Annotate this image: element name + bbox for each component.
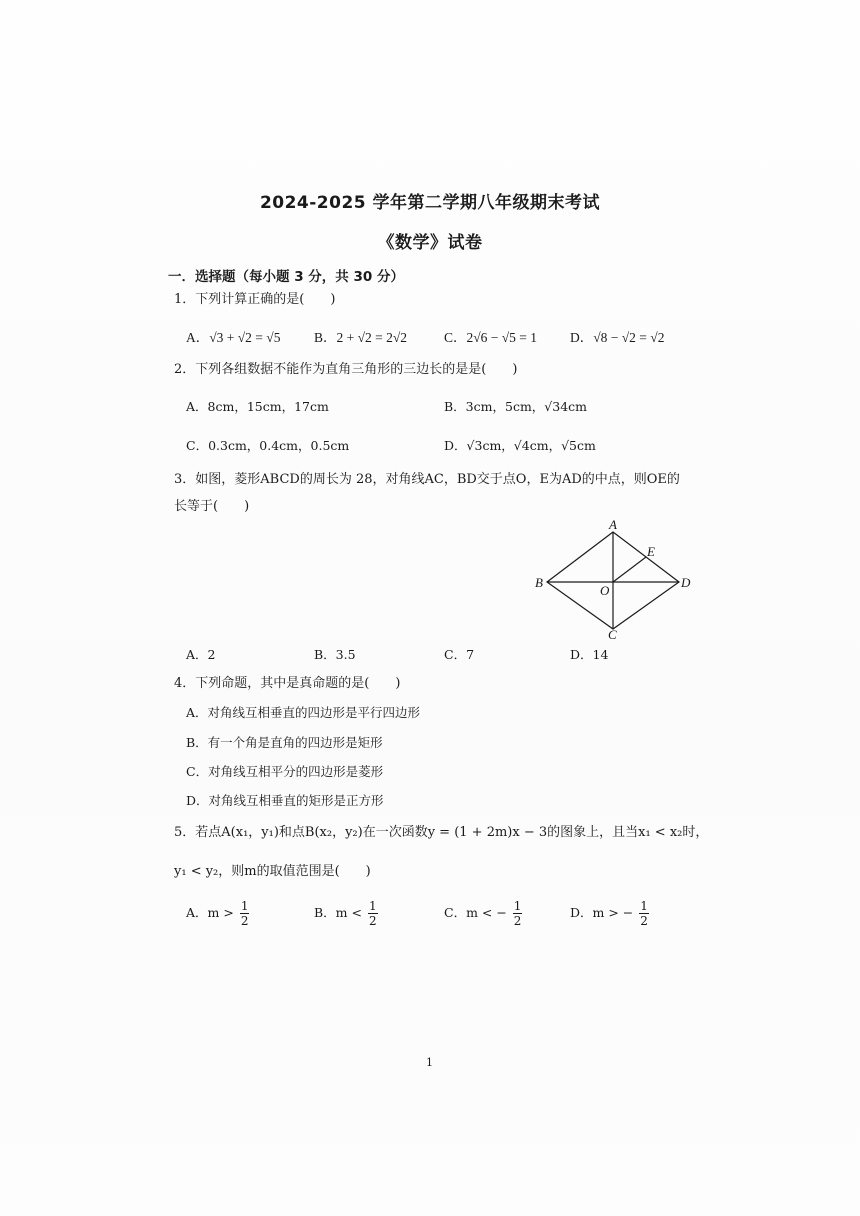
question-2-option-b: B．3cm，5cm，√34cm [444, 399, 588, 414]
question-2-option-c: C．0.3cm，0.4cm，0.5cm [186, 438, 350, 453]
question-5-option-a [186, 900, 249, 927]
segment-oe [613, 557, 646, 582]
question-1-stem: 1．下列计算正确的是( ) [174, 292, 336, 307]
question-1-option-d: D．√8 − √2 = √2 [570, 330, 665, 345]
rhombus-figure [525, 518, 695, 640]
section-heading-choice: 一．选择题（每小题 3 分，共 30 分） [168, 269, 404, 285]
exam-title: 2024-2025 学年第二学期八年级期末考试 [259, 193, 601, 213]
question-5-option-c [444, 900, 522, 927]
question-2-stem: 2．下列各组数据不能作为直角三角形的三边长的是是( ) [174, 362, 518, 377]
question-5-option-d [570, 900, 649, 927]
question-3-option-a: A．2 [186, 647, 216, 662]
question-4-option-b: B．有一个角是直角的四边形是矩形 [186, 735, 383, 750]
question-1-option-b: B．2 + √2 = 2√2 [314, 330, 408, 345]
question-5-stem-line-2: y₁ < y₂，则m的取值范围是( ) [174, 864, 371, 879]
option-b-inequality: B．m < [314, 905, 362, 920]
option-a-inequality: A．m > [186, 905, 234, 920]
fraction-one-half: $\frac{1}{2}$ [640, 899, 648, 928]
question-2-option-d: D．√3cm，√4cm，√5cm [444, 438, 596, 453]
question-2-option-a: A．8cm，15cm，17cm [186, 399, 329, 414]
question-3-stem-line-2: 长等于( ) [174, 499, 250, 514]
vertex-label-c: C [608, 627, 617, 640]
question-3-option-b: B．3.5 [314, 647, 356, 662]
question-3-option-d: D．14 [570, 647, 609, 662]
question-1-option-c: C．2√6 − √5 = 1 [444, 330, 538, 345]
page-number: 1 [426, 1056, 433, 1069]
fraction-one-half: $\frac{1}{2}$ [240, 899, 249, 928]
exam-subtitle: 《数学》试卷 [377, 233, 483, 253]
vertex-label-d: D [681, 575, 691, 590]
question-5-stem-line-1: 5．若点A(x₁，y₁)和点B(x₂，y₂)在一次函数y = (1 + 2m)x − 3的图象上，且当x₁ < x₂时， [174, 825, 709, 840]
option-d-inequality: D．m > − [570, 905, 634, 920]
question-3-stem-line-1: 3．如图，菱形ABCD的周长为 28，对角线AC，BD交于点O，E为AD的中点，则OE的 [174, 472, 680, 487]
question-4-option-d: D．对角线互相垂直的矩形是正方形 [186, 793, 384, 808]
vertex-label-a: A [609, 518, 617, 532]
question-4-option-c: C．对角线互相平分的四边形是菱形 [186, 764, 384, 779]
point-label-o: O [600, 583, 610, 598]
question-5-option-b [314, 900, 378, 927]
fraction-one-half: $\frac{1}{2}$ [513, 899, 522, 928]
fraction-one-half: $\frac{1}{2}$ [368, 899, 377, 928]
question-4-option-a: A．对角线互相垂直的四边形是平行四边形 [186, 705, 421, 720]
vertex-label-b: B [535, 575, 543, 590]
question-3-option-c: C．7 [444, 647, 475, 662]
option-c-inequality: C．m < − [444, 905, 507, 920]
question-1-option-a: A．√3 + √2 = √5 [186, 330, 281, 345]
question-4-stem: 4．下列命题，其中是真命题的是( ) [174, 676, 401, 691]
point-label-e: E [647, 544, 655, 559]
